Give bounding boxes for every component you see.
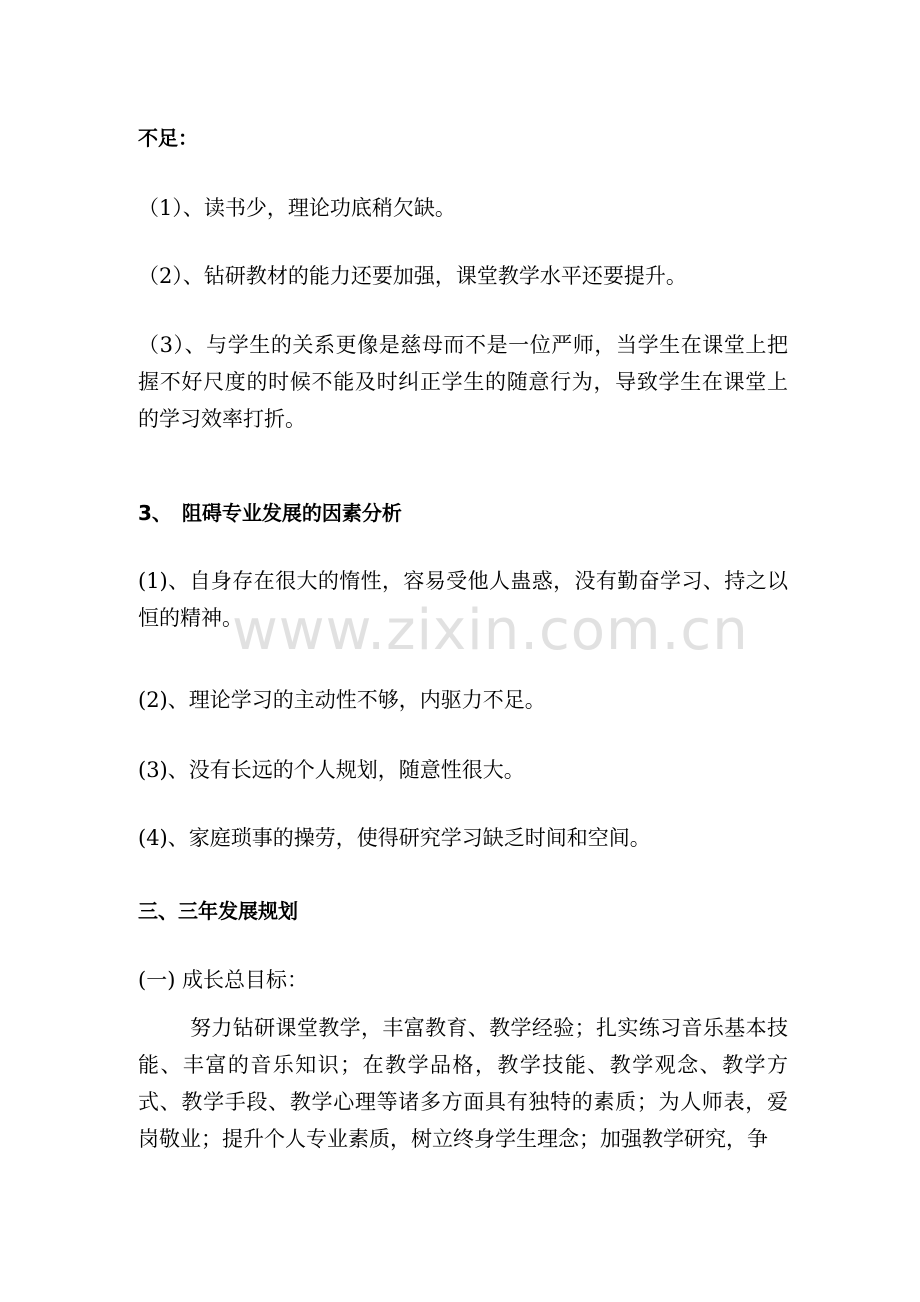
goal-body-paragraph: 努力钻研课堂教学，丰富教育、教学经验；扎实练习音乐基本技能、丰富的音乐知识；在教学品格，教学技能、教学观念、教学方式、教学手段、教学心理等诸多方面具有独特的素质；为人师表，爱岗敬业；提升个人专业素质，树立终身学生理念；加强教学研究，争 <box>138 1016 788 1151</box>
shortcoming-item-3: （3）、与学生的关系更像是慈母而不是一位严师，当学生在课堂上把握不好尺度的时候不能及时纠正学生的随意行为，导致学生在课堂上的学习效率打折。 <box>138 333 788 431</box>
factor-item-4: (4)、家庭琐事的操劳，使得研究学习缺乏时间和空间。 <box>138 826 651 850</box>
plan-heading: 三、三年发展规划 <box>138 899 298 923</box>
factors-heading: 3、 阻碍专业发展的因素分析 <box>138 501 402 525</box>
factor-item-2: (2)、理论学习的主动性不够，内驱力不足。 <box>138 688 546 712</box>
shortcoming-item-1: （1）、读书少，理论功底稍欠缺。 <box>138 196 456 220</box>
shortcomings-heading: 不足： <box>138 126 198 150</box>
factor-item-1: (1)、自身存在很大的惰性，容易受他人蛊惑，没有勤奋学习、持之以恒的精神。 <box>138 569 788 630</box>
shortcoming-item-2: （2）、钻研教材的能力还要加强，课堂教学水平还要提升。 <box>138 264 687 288</box>
watermark: www.zixin.com.cn <box>232 598 749 663</box>
goal-heading: (一) 成长总目标： <box>138 968 309 992</box>
factor-item-3: (3)、没有长远的个人规划，随意性很大。 <box>138 758 525 782</box>
